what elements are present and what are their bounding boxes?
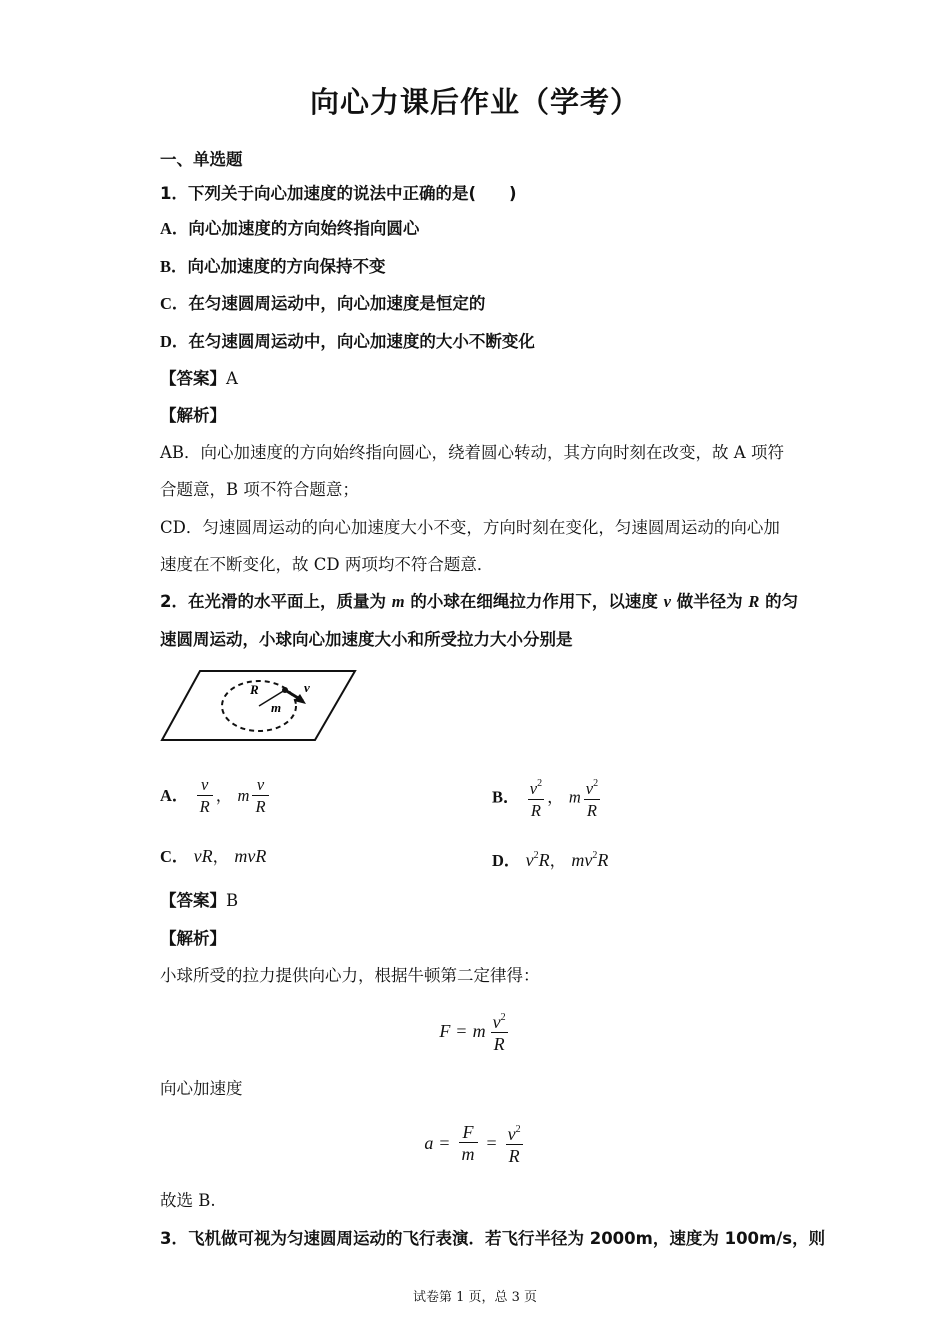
formula-acceleration xyxy=(0,1120,950,1167)
equals-sign: = xyxy=(456,1021,467,1041)
q1-analysis-line-3: CD．匀速圆周运动的向心加速度大小不变，方向时刻在变化，匀速圆周运动的向心加 xyxy=(160,518,780,537)
q1-option-a-text: 向心加速度的方向始终指向圆心 xyxy=(188,219,420,238)
exponent: 2 xyxy=(593,778,599,789)
frac-denominator: R xyxy=(528,799,544,822)
frac-denominator: R xyxy=(506,1144,523,1167)
formula-lhs: a xyxy=(424,1133,434,1153)
frac-numerator: F xyxy=(462,1122,474,1142)
q2-answer xyxy=(160,889,800,913)
equals-sign: = xyxy=(439,1133,450,1153)
question-3-stem: 3．飞机做可视为匀速圆周运动的飞行表演．若飞行半径为 2000m，速度为 100m/s，则 xyxy=(160,1229,826,1248)
exponent: 2 xyxy=(533,850,539,861)
frac-numerator: v xyxy=(256,775,265,794)
q2-option-c-value2: mvR xyxy=(234,846,267,866)
figure-label-r: R xyxy=(250,682,259,697)
q2-stem-r: R xyxy=(748,592,760,611)
page-title: 向心力课后作业（学考） xyxy=(309,85,640,119)
q2-option-c-value1: vR xyxy=(193,846,213,866)
separator: ， xyxy=(215,786,233,805)
q1-option-d xyxy=(160,330,800,354)
q2-stem-part-d: 的匀 xyxy=(759,592,799,611)
q1-analysis-line-1: AB．向心加速度的方向始终指向圆心，绕着圆心转动，其方向时刻在改变，故 A 项符 xyxy=(160,443,784,462)
question-1-stem: 1．下列关于向心加速度的说法中正确的是( ) xyxy=(160,184,517,203)
q2-option-b-frac1 xyxy=(528,774,544,822)
frac-denominator: R xyxy=(491,1032,508,1055)
q2-option-a-frac1 xyxy=(197,775,213,818)
exponent: 2 xyxy=(515,1124,521,1135)
q2-analysis-label: 【解析】 xyxy=(160,929,226,948)
frac-numerator: v xyxy=(585,779,594,798)
q2-figure xyxy=(160,668,360,744)
q2-stem-part-a: 2．在光滑的水平面上，质量为 xyxy=(160,592,392,611)
q1-analysis-line-4: 速度在不断变化，故 CD 两项均不符合题意． xyxy=(160,555,494,574)
q1-option-c xyxy=(160,292,800,316)
equals-sign: = xyxy=(486,1133,497,1153)
q1-option-b xyxy=(160,255,800,279)
coefficient: m xyxy=(568,787,581,807)
q1-option-c-text: 在匀速圆周运动中，向心加速度是恒定的 xyxy=(188,294,486,313)
frac-numerator: v xyxy=(201,775,209,794)
q2-analysis-line-1: 小球所受的拉力提供向心力，根据牛顿第二定律得： xyxy=(160,966,540,985)
question-2-stem-line-1 xyxy=(160,590,800,614)
factor: R xyxy=(597,850,609,870)
factor: R xyxy=(538,850,550,870)
q2-option-c xyxy=(160,844,460,869)
q2-option-a-label: A． xyxy=(160,786,189,805)
formula-force xyxy=(0,1008,950,1055)
q2-option-c-label: C． xyxy=(160,847,189,866)
separator: ， xyxy=(547,787,564,807)
figure-label-m: m xyxy=(271,700,282,715)
q1-option-c-label: C． xyxy=(160,294,189,313)
q2-answer-value: B xyxy=(226,891,239,910)
q2-option-d-value2 xyxy=(571,850,608,870)
frac-numerator: v xyxy=(492,1012,501,1032)
q2-option-b xyxy=(492,774,792,818)
q2-option-b-frac2 xyxy=(584,774,600,822)
q2-option-d-label: D． xyxy=(492,851,521,870)
frac-denominator: m xyxy=(459,1142,478,1165)
q1-option-d-label: D． xyxy=(160,332,189,351)
coefficient: m xyxy=(237,786,250,805)
q2-analysis-line-2: 向心加速度 xyxy=(160,1079,243,1098)
q2-conclusion: 故选 B. xyxy=(160,1191,216,1210)
base: mv xyxy=(571,850,593,870)
formula-lhs: F xyxy=(439,1021,451,1041)
section-heading: 一、单选题 xyxy=(160,150,243,169)
frac-denominator: R xyxy=(252,795,268,818)
q2-stem-m: m xyxy=(391,592,405,611)
exponent: 2 xyxy=(537,778,543,789)
q1-answer xyxy=(160,367,800,391)
question-2-stem-line-2: 速圆周运动，小球向心加速度大小和所受拉力大小分别是 xyxy=(160,630,573,649)
frac-numerator: v xyxy=(507,1124,516,1144)
q2-stem-part-b: 的小球在细绳拉力作用下，以速度 xyxy=(404,592,664,611)
q1-option-a xyxy=(160,217,800,241)
q1-option-a-label: A． xyxy=(160,219,189,238)
q1-option-d-text: 在匀速圆周运动中，向心加速度的大小不断变化 xyxy=(188,332,535,351)
q1-analysis-line-2: 合题意，B 项不符合题意； xyxy=(160,480,359,499)
q1-option-b-text: 向心加速度的方向保持不变 xyxy=(187,257,386,276)
page-footer: 试卷第 1 页，总 3 页 xyxy=(412,1290,538,1305)
q2-answer-label: 【答案】 xyxy=(160,891,226,910)
coefficient: m xyxy=(472,1021,486,1041)
q2-option-a xyxy=(160,774,460,818)
q1-answer-label: 【答案】 xyxy=(160,369,226,388)
q2-stem-part-c: 做半径为 xyxy=(670,592,749,611)
q1-answer-value: A xyxy=(226,369,238,388)
q2-option-d-value1 xyxy=(526,850,550,870)
frac-denominator: R xyxy=(197,795,213,818)
base: v xyxy=(525,850,534,870)
q2-option-d xyxy=(492,844,792,873)
q1-analysis-label: 【解析】 xyxy=(160,406,226,425)
q2-option-b-label: B． xyxy=(492,787,520,807)
q2-stem-v: v xyxy=(663,592,671,611)
separator: ， xyxy=(549,851,567,870)
frac-numerator: v xyxy=(529,779,538,798)
exponent: 2 xyxy=(592,850,598,861)
frac-denominator: R xyxy=(584,799,600,822)
exponent: 2 xyxy=(500,1012,506,1023)
q1-option-b-label: B． xyxy=(160,257,188,276)
figure-label-v: v xyxy=(304,680,310,695)
separator: ， xyxy=(212,847,230,866)
q2-option-a-frac2 xyxy=(252,775,268,818)
